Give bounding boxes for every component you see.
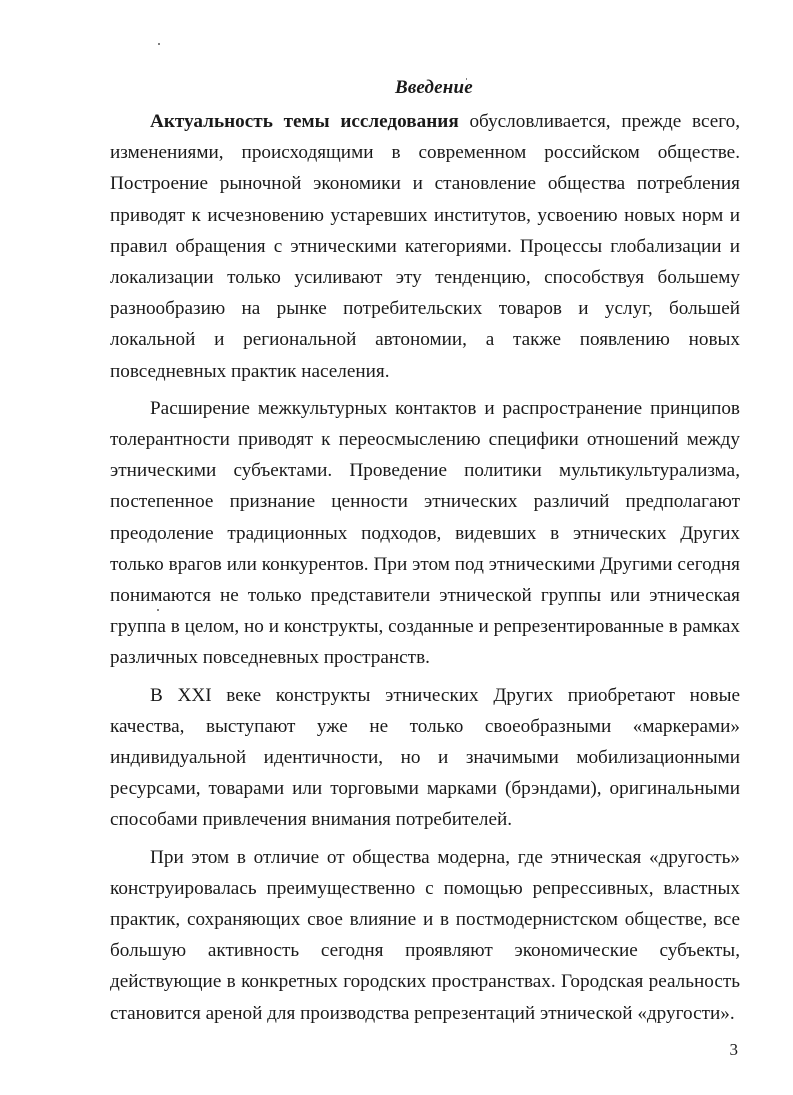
- section-heading: Введение: [395, 77, 473, 98]
- body-text: [110, 106, 740, 1029]
- paragraph-contacts: Расширение межкультурных контактов и распространение принципов толерантности приводят к переосмыслению специфики отношений между этническими субъектами. Проведение политики мультикультурализма, постепенное признание ценности этнических различий предполагают преодоление традиционных подходов, видевших в этнических Других только врагов или конкурентов. При этом под этническими Другими сегодня понимаются не только представители этнической группы или этническая группа в целом, но и конструкты, созданные и репрезентированные в рамках различных повседневных пространств.: [110, 397, 740, 669]
- paragraph-modernity: При этом в отличие от общества модерна, где этническая «другость» конструировалась преимущественно с помощью репрессивных, властных практик, сохраняющих свое влияние и в постмодернистском обществе, все большую активность сегодня проявляют экономические субъекты, действующие в конкретных городских пространствах. Городская реальность становится ареной для производства репрезентаций этнической «другости».: [110, 846, 740, 1024]
- paragraph-relevance: [110, 106, 740, 387]
- paragraph-lead: Актуальность темы исследования: [150, 111, 459, 132]
- paragraph-text: обусловливается, прежде всего, изменениями, происходящими в современном российском обществе. Построение рыночной экономики и становление общества потребления приводят к исчезновению устаревших институтов, усвоению новых норм и правил обращения с этническими категориями. Процессы глобализации и локализации только усиливают эту тенденцию, способствуя большему разнообразию на рынке потребительских товаров и услуг, большей локальной и региональной автономии, а также появлению новых повседневных практик населения.: [110, 111, 740, 382]
- scan-speck: [158, 43, 160, 45]
- page-number: 3: [729, 1040, 738, 1059]
- paragraph-xxi-century: В XXI веке конструкты этнических Других приобретают новые качества, выступают уже не только своеобразными «маркерами» индивидуальной идентичности, но и значимыми мобилизационными ресурсами, товарами или торговыми марками (брэндами), оригинальными способами привлечения внимания потребителей.: [110, 684, 740, 831]
